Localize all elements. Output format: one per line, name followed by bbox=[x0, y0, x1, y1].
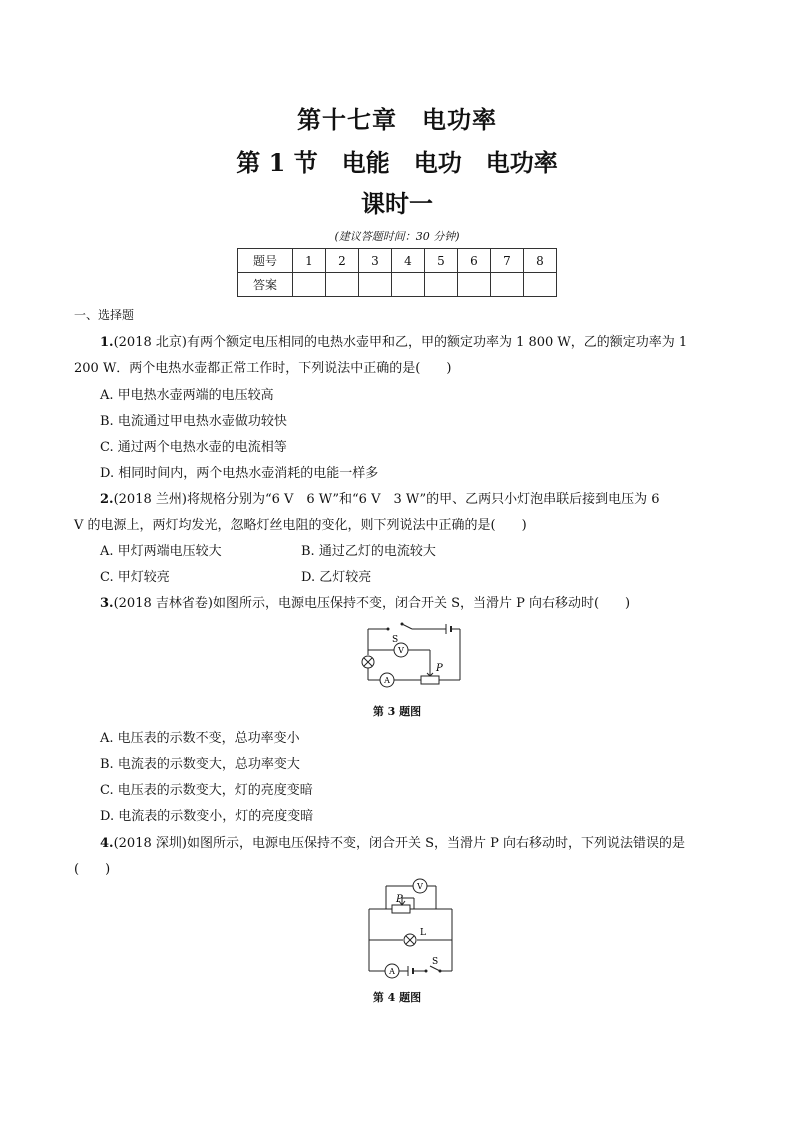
q2-option-b[interactable]: B. 通过乙灯的电流较大 bbox=[301, 544, 436, 559]
q4-voltmeter-label: V bbox=[417, 882, 423, 891]
q3-stem-line1 bbox=[100, 592, 630, 611]
answer-cell[interactable] bbox=[491, 273, 524, 297]
q2-number: 2. bbox=[100, 492, 114, 507]
q2-stem-text: (2018 兰州)将规格分别为“6 V 6 W”和“6 V 3 W”的甲、乙两只小灯泡串联后接到电压为 6 bbox=[113, 492, 660, 507]
rheostat-icon bbox=[392, 905, 410, 913]
q4-circuit-diagram bbox=[360, 876, 460, 980]
q4-stem-text: (2018 深圳)如图所示，电源电压保持不变，闭合开关 S，当滑片 P 向右移动时，下列说法错误的是 bbox=[113, 836, 685, 851]
answer-cell[interactable] bbox=[359, 273, 392, 297]
q4-slider-label: P bbox=[396, 894, 403, 905]
q3-switch-label: S bbox=[392, 635, 399, 645]
q1-stem-line2: 200 W．两个电热水壶都正常工作时，下列说法中正确的是( ) bbox=[74, 361, 452, 376]
q3-number: 3. bbox=[100, 596, 114, 611]
q3-option-b[interactable]: B. 电流表的示数变大，总功率变大 bbox=[100, 757, 300, 772]
lamp-icon bbox=[362, 656, 374, 668]
q3-option-a[interactable]: A. 电压表的示数不变，总功率变小 bbox=[100, 731, 300, 746]
answer-table-answer-row bbox=[238, 273, 557, 297]
question-number-cell: 8 bbox=[524, 249, 557, 273]
answer-cell[interactable] bbox=[392, 273, 425, 297]
q3-circuit-diagram bbox=[350, 622, 470, 692]
lesson-title: 课时一 bbox=[361, 189, 433, 218]
row-label-answer: 答案 bbox=[238, 273, 293, 297]
switch-contact bbox=[425, 970, 428, 973]
q3-option-d[interactable]: D. 电流表的示数变小，灯的亮度变暗 bbox=[100, 809, 314, 824]
q2-stem-line1 bbox=[100, 488, 660, 507]
q3-slider-label: P bbox=[436, 663, 443, 674]
switch-contact bbox=[387, 628, 390, 631]
q3-option-c[interactable]: C. 电压表的示数变大，灯的亮度变暗 bbox=[100, 783, 313, 798]
section-title: 第 1 节 电能 电功 电功率 bbox=[236, 148, 558, 177]
q4-ammeter-label: A bbox=[389, 967, 395, 976]
answer-cell[interactable] bbox=[425, 273, 458, 297]
question-number-cell: 1 bbox=[293, 249, 326, 273]
question-number-cell: 7 bbox=[491, 249, 524, 273]
q4-caption: 第 4 题图 bbox=[372, 991, 422, 1004]
q1-stem-line1 bbox=[100, 331, 687, 350]
q1-stem-text: (2018 北京)有两个额定电压相同的电热水壶甲和乙，甲的额定功率为 1 800 W，乙的额定功率为 1 bbox=[113, 335, 688, 350]
q4-number: 4. bbox=[100, 836, 114, 851]
question-number-cell: 4 bbox=[392, 249, 425, 273]
q2-option-a[interactable]: A. 甲灯两端电压较大 bbox=[100, 544, 222, 559]
answer-cell[interactable] bbox=[293, 273, 326, 297]
q3-stem-text: (2018 吉林省卷)如图所示，电源电压保持不变，闭合开关 S，当滑片 P 向右移动时( ) bbox=[113, 596, 631, 611]
q1-option-c[interactable]: C. 通过两个电热水壶的电流相等 bbox=[100, 440, 287, 455]
answer-cell[interactable] bbox=[458, 273, 491, 297]
q2-option-c[interactable]: C. 甲灯较亮 bbox=[100, 570, 170, 585]
q1-number: 1. bbox=[100, 335, 114, 350]
switch-contact bbox=[401, 623, 404, 626]
row-label-question-number: 题号 bbox=[238, 249, 293, 273]
q3-ammeter-label: A bbox=[384, 676, 390, 685]
q1-option-d[interactable]: D. 相同时间内，两个电热水壶消耗的电能一样多 bbox=[100, 466, 379, 481]
q2-option-d[interactable]: D. 乙灯较亮 bbox=[301, 570, 372, 585]
q4-stem-line2: ( ) bbox=[74, 862, 111, 877]
switch-contact bbox=[439, 970, 442, 973]
q1-option-b[interactable]: B. 电流通过甲电热水壶做功较快 bbox=[100, 414, 287, 429]
slider-arrow-icon bbox=[427, 671, 433, 676]
answer-table bbox=[237, 248, 557, 297]
q1-option-a[interactable]: A. 甲电热水壶两端的电压较高 bbox=[100, 388, 274, 403]
question-number-cell: 5 bbox=[425, 249, 458, 273]
question-number-cell: 2 bbox=[326, 249, 359, 273]
answer-cell[interactable] bbox=[524, 273, 557, 297]
answer-cell[interactable] bbox=[326, 273, 359, 297]
chapter-title: 第十七章 电功率 bbox=[297, 105, 497, 134]
q4-lamp-label: L bbox=[420, 928, 426, 938]
rheostat-icon bbox=[421, 676, 439, 684]
question-number-cell: 6 bbox=[458, 249, 491, 273]
q2-stem-line2: V 的电源上，两灯均发光，忽略灯丝电阻的变化，则下列说法中正确的是( ) bbox=[74, 518, 527, 533]
section-heading: 一、选择题 bbox=[74, 308, 135, 322]
q4-switch-label: S bbox=[432, 957, 439, 967]
lamp-icon bbox=[404, 934, 416, 946]
time-note: (建议答题时间：30 分钟) bbox=[334, 230, 460, 243]
q4-stem-line1 bbox=[100, 832, 685, 851]
question-number-cell: 3 bbox=[359, 249, 392, 273]
q3-caption: 第 3 题图 bbox=[372, 705, 422, 718]
q3-voltmeter-label: V bbox=[398, 646, 404, 655]
answer-table-number-row bbox=[238, 249, 557, 273]
